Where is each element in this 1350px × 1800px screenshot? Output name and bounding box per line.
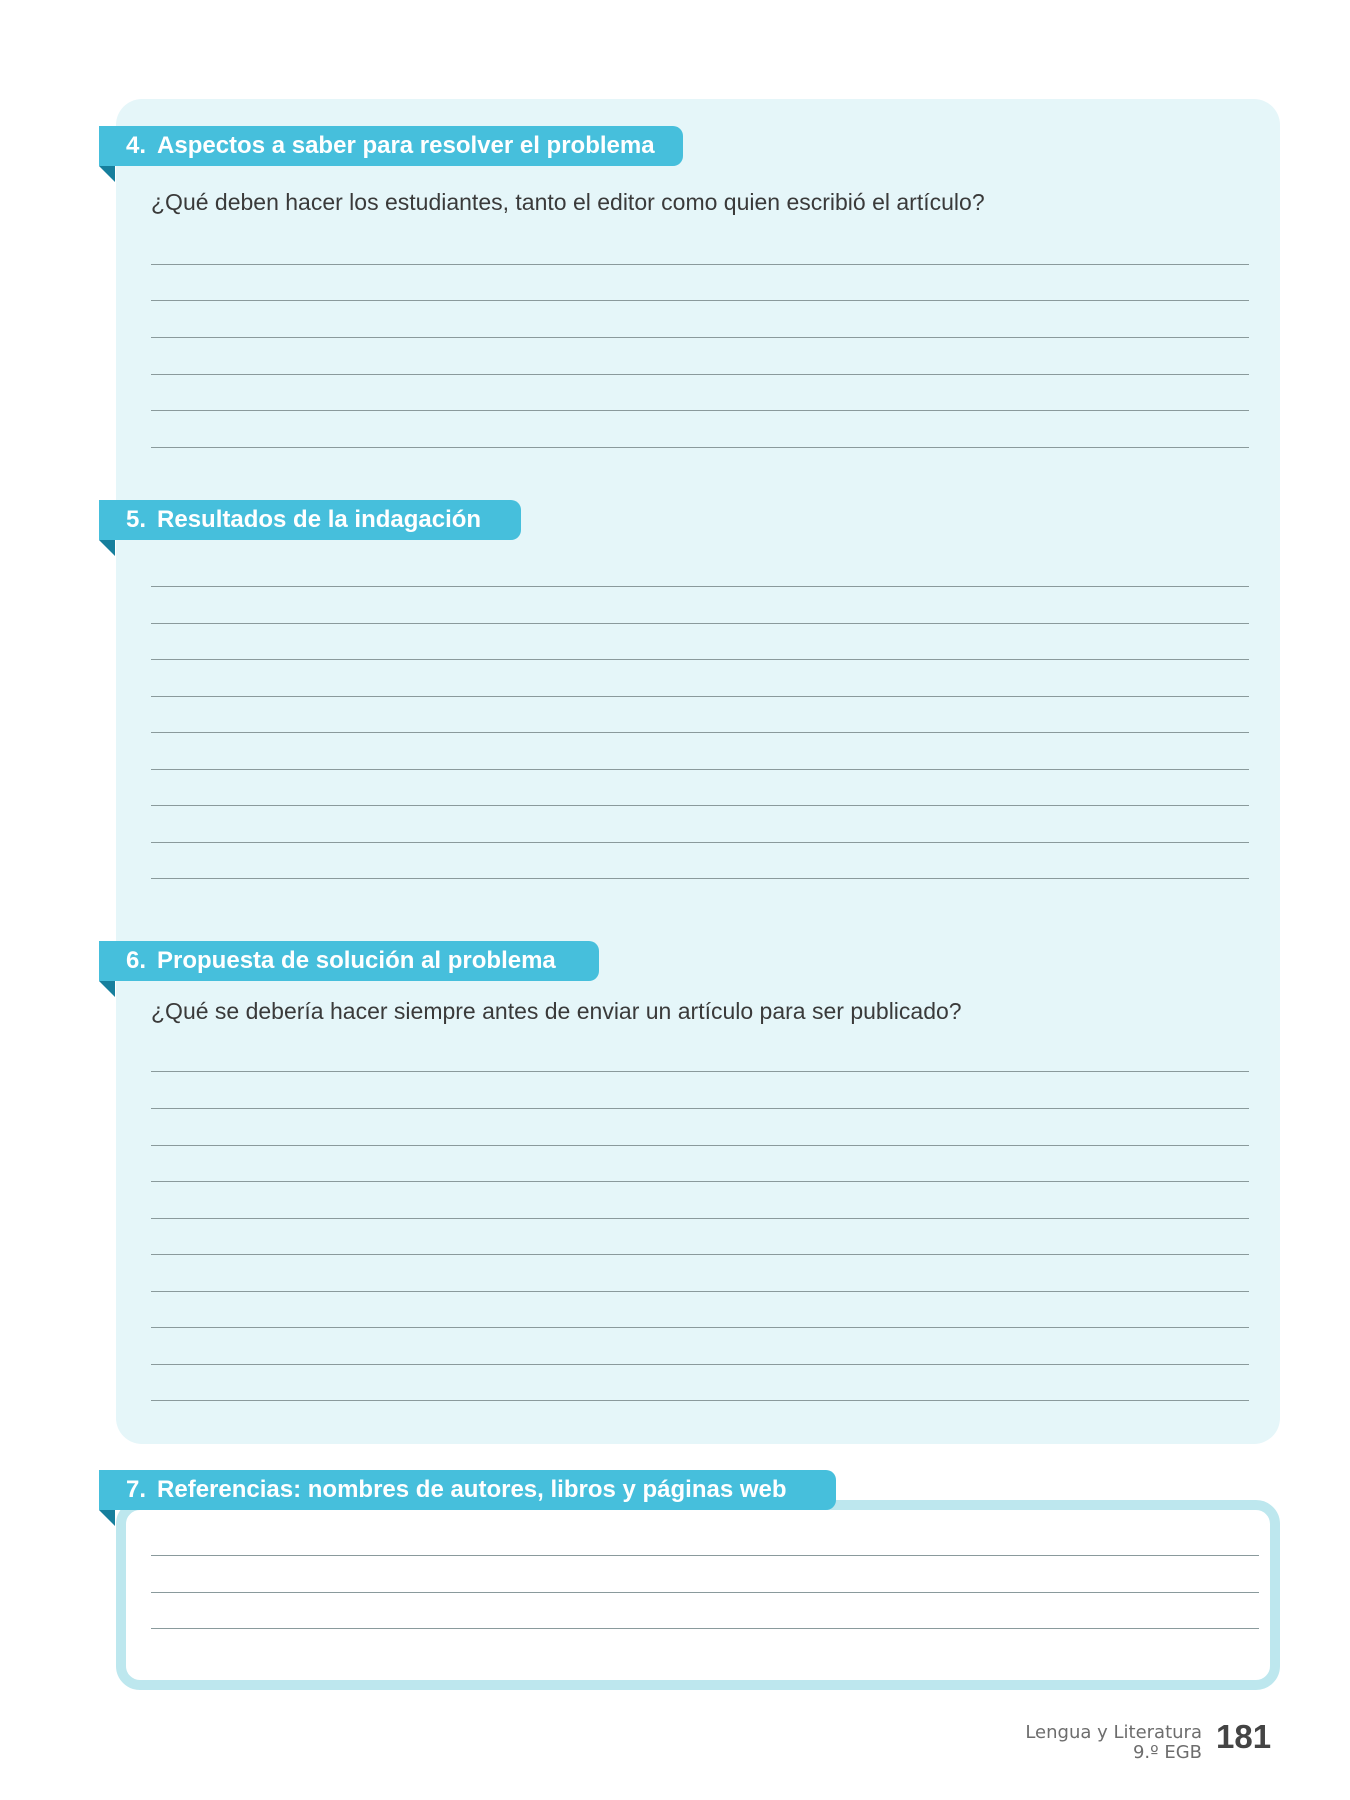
answer-line[interactable] [151,842,1249,843]
answer-line[interactable] [151,1592,1259,1593]
footer-grade: 9.º EGB [1132,1742,1202,1763]
answer-line[interactable] [151,447,1249,448]
answer-line[interactable] [151,769,1249,770]
answer-line[interactable] [151,374,1249,375]
answer-line[interactable] [151,1145,1249,1146]
section-4-question: ¿Qué deben hacer los estudiantes, tanto el editor como quien escribió el artículo? [151,189,985,215]
references-box [116,1500,1280,1690]
section-5-number: 5. [126,506,147,533]
answer-line[interactable] [151,878,1249,879]
answer-line[interactable] [151,805,1249,806]
answer-line[interactable] [151,1555,1259,1556]
answer-line[interactable] [151,337,1249,338]
answer-line[interactable] [151,1218,1249,1219]
answer-line[interactable] [151,732,1249,733]
answer-line[interactable] [151,1628,1259,1629]
answer-line[interactable] [151,1327,1249,1328]
section-4-title: Aspectos a saber para resolver el problema [157,132,655,159]
answer-line[interactable] [151,586,1249,587]
answer-line[interactable] [151,1254,1249,1255]
answer-line[interactable] [151,1181,1249,1182]
footer-subject: Lengua y Literatura [1025,1722,1202,1743]
section-7-title: Referencias: nombres de autores, libros y páginas web [157,1476,787,1503]
section-6-number: 6. [126,947,147,974]
section-6-question: ¿Qué se debería hacer siempre antes de enviar un artículo para ser publicado? [151,998,962,1024]
answer-line[interactable] [151,1364,1249,1365]
page-number: 181 [1216,1718,1272,1755]
answer-line[interactable] [151,1071,1249,1072]
answer-line[interactable] [151,696,1249,697]
section-5-title: Resultados de la indagación [157,506,482,533]
answer-line[interactable] [151,410,1249,411]
section-7-number: 7. [126,1476,147,1503]
section-4-header [99,126,683,166]
answer-line[interactable] [151,264,1249,265]
page-footer [1025,1723,1202,1763]
answer-line[interactable] [151,1400,1249,1401]
answer-line[interactable] [151,659,1249,660]
answer-line[interactable] [151,623,1249,624]
section-6-header [99,941,599,981]
section-4-number: 4. [126,132,147,159]
section-5-header [99,500,521,540]
answer-line[interactable] [151,1291,1249,1292]
answer-line[interactable] [151,300,1249,301]
section-7-header [99,1470,836,1510]
answer-line[interactable] [151,1108,1249,1109]
section-6-title: Propuesta de solución al problema [157,947,556,974]
